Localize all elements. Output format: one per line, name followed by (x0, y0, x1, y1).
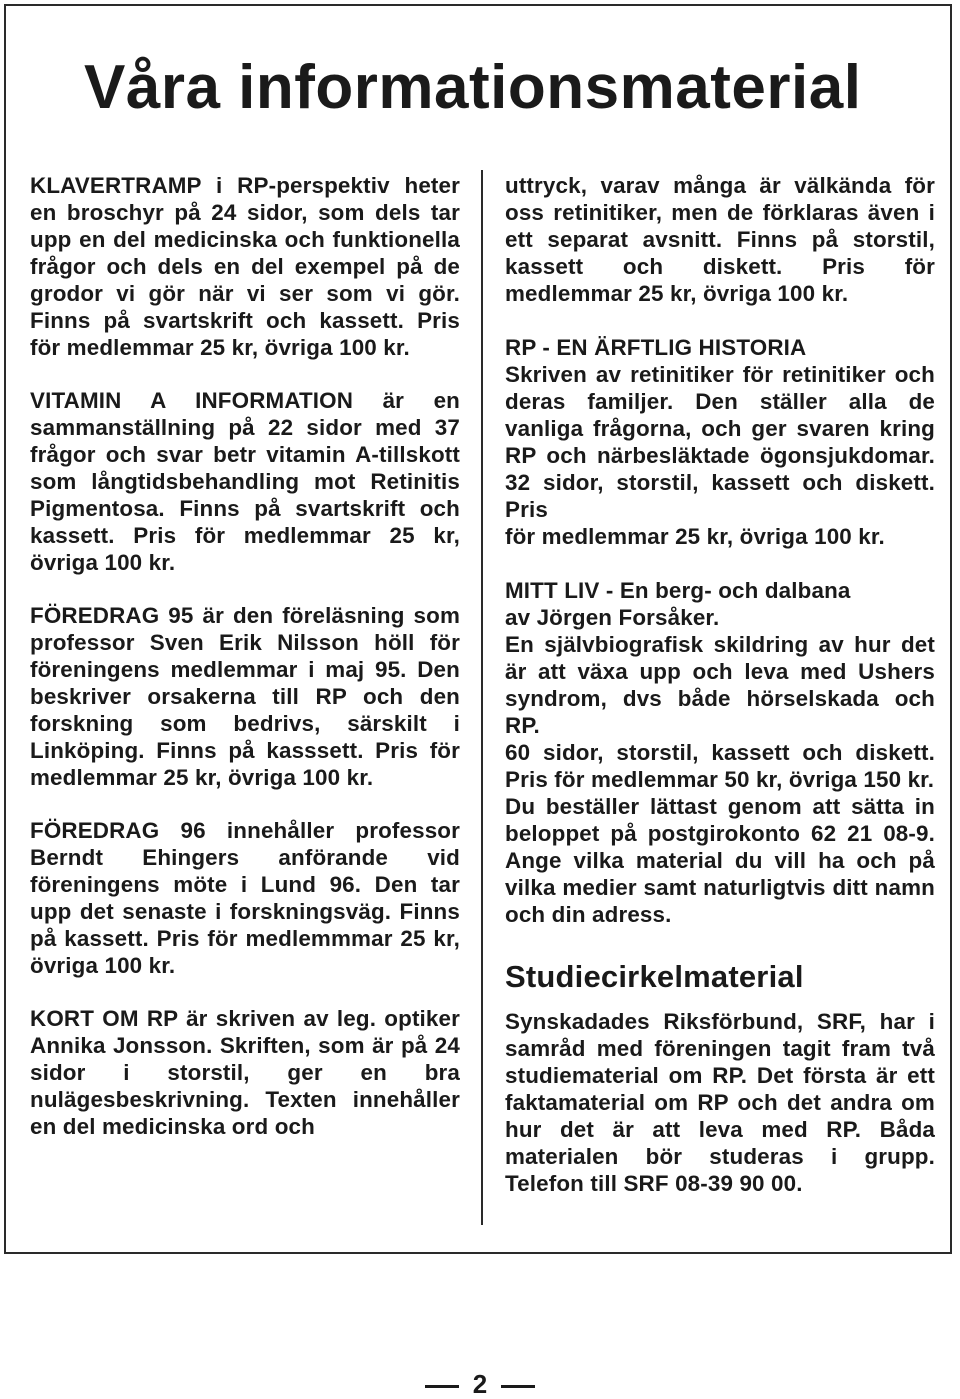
vitamin-a-paragraph: VITAMIN A INFORMATION är en sammanställning på 22 sidor med 37 frågor och svar betr vitamin A-tillskott som långtidsbehandling mot Retinitis Pigmentosa. Finns på svartskrift och kassett. Pris för medlemmar 25 kr, övriga 100 kr. (30, 388, 460, 575)
mitt-liv-body: En självbiografisk skildring av hur det är att växa upp och leva med Ushers syndrom, dvs både hörselskada och RP. (505, 632, 935, 738)
kort-om-rp-continued: uttryck, varav många är välkända för oss retinitiker, men de förklaras även i ett separat avsnitt. Finns på storstil, kassett och diskett. Pris för medlemmar 25 kr, övriga 100 kr. (505, 173, 935, 306)
foredrag-96-paragraph: FÖREDRAG 96 innehåller professor Berndt Ehingers anförande vid föreningens möte i Lund 96. Den tar upp det senaste i forskningsväg. Finns på kassett. Pris för medlemmmar 25 kr, övriga 100 kr. (30, 818, 460, 978)
studiecirkel-paragraph: Synskadades Riksförbund, SRF, har i samråd med föreningen tagit fram två studiematerial om RP. Det första är ett faktamaterial om RP och det andra om hur det är att leva med RP. Båda materialen bör studeras i grupp. Telefon till SRF 08-39 90 00. (505, 1009, 935, 1196)
left-column (30, 172, 460, 1140)
rp-historia-heading: RP - EN ÄRFTLIG HISTORIA (505, 335, 807, 360)
page-number-text: 2 (472, 1369, 488, 1399)
mitt-liv-author: av Jörgen Forsåker. (505, 605, 720, 630)
rp-historia-body: Skriven av retinitiker för retinitiker och deras familjer. Den ställer alla de vanliga frågorna, och ger svaren kring RP och närbesläktade ögonsjukdomar. 32 sidor, storstil, kassett och diskett. Pris (505, 362, 935, 522)
klavertramp-paragraph: KLAVERTRAMP i RP-perspektiv heter en broschyr på 24 sidor, som dels tar upp en del medicinska och funktionella frågor och dels en del exempel på de grodor vi gör när vi ser som vi gör. Finns på svartskrift och kassett. Pris för medlemmar 25 kr, övriga 100 kr. (30, 173, 460, 360)
studiecirkel-heading: Studiecirkelmaterial (505, 959, 804, 994)
mitt-liv-heading: MITT LIV - En berg- och dalbana (505, 578, 851, 603)
page-number (0, 1370, 960, 1398)
dash-right (501, 1385, 535, 1388)
rp-historia-price: för medlemmar 25 kr, övriga 100 kr. (505, 524, 885, 549)
column-divider (481, 170, 483, 1225)
foredrag-95-paragraph: FÖREDRAG 95 är den föreläsning som professor Sven Erik Nilsson höll för föreningens medlemmar i maj 95. Den beskriver orsakerna till RP och den forskning som bedrivs, särskilt i Linköping. Finns på kasssett. Pris för medlemmar 25 kr, övriga 100 kr. (30, 603, 460, 790)
dash-left (425, 1385, 459, 1388)
mitt-liv-details: 60 sidor, storstil, kassett och diskett. Pris för medlemmar 50 kr, övriga 150 kr. (505, 740, 935, 792)
right-column (505, 172, 935, 1197)
order-instructions: Du beställer lättast genom att sätta in beloppet på postgirokonto 62 21 08-9. Ange vilka material du vill ha och på vilka medier samt naturligtvis ditt namn och din adress. (505, 794, 935, 927)
kort-om-rp-paragraph: KORT OM RP är skriven av leg. optiker Annika Jonsson. Skriften, som är på 24 sidor i storstil, ger en bra nulägesbeskrivning. Texten innehåller en del medicinska ord och (30, 1006, 460, 1139)
page-title: Våra informationsmaterial (84, 53, 862, 122)
